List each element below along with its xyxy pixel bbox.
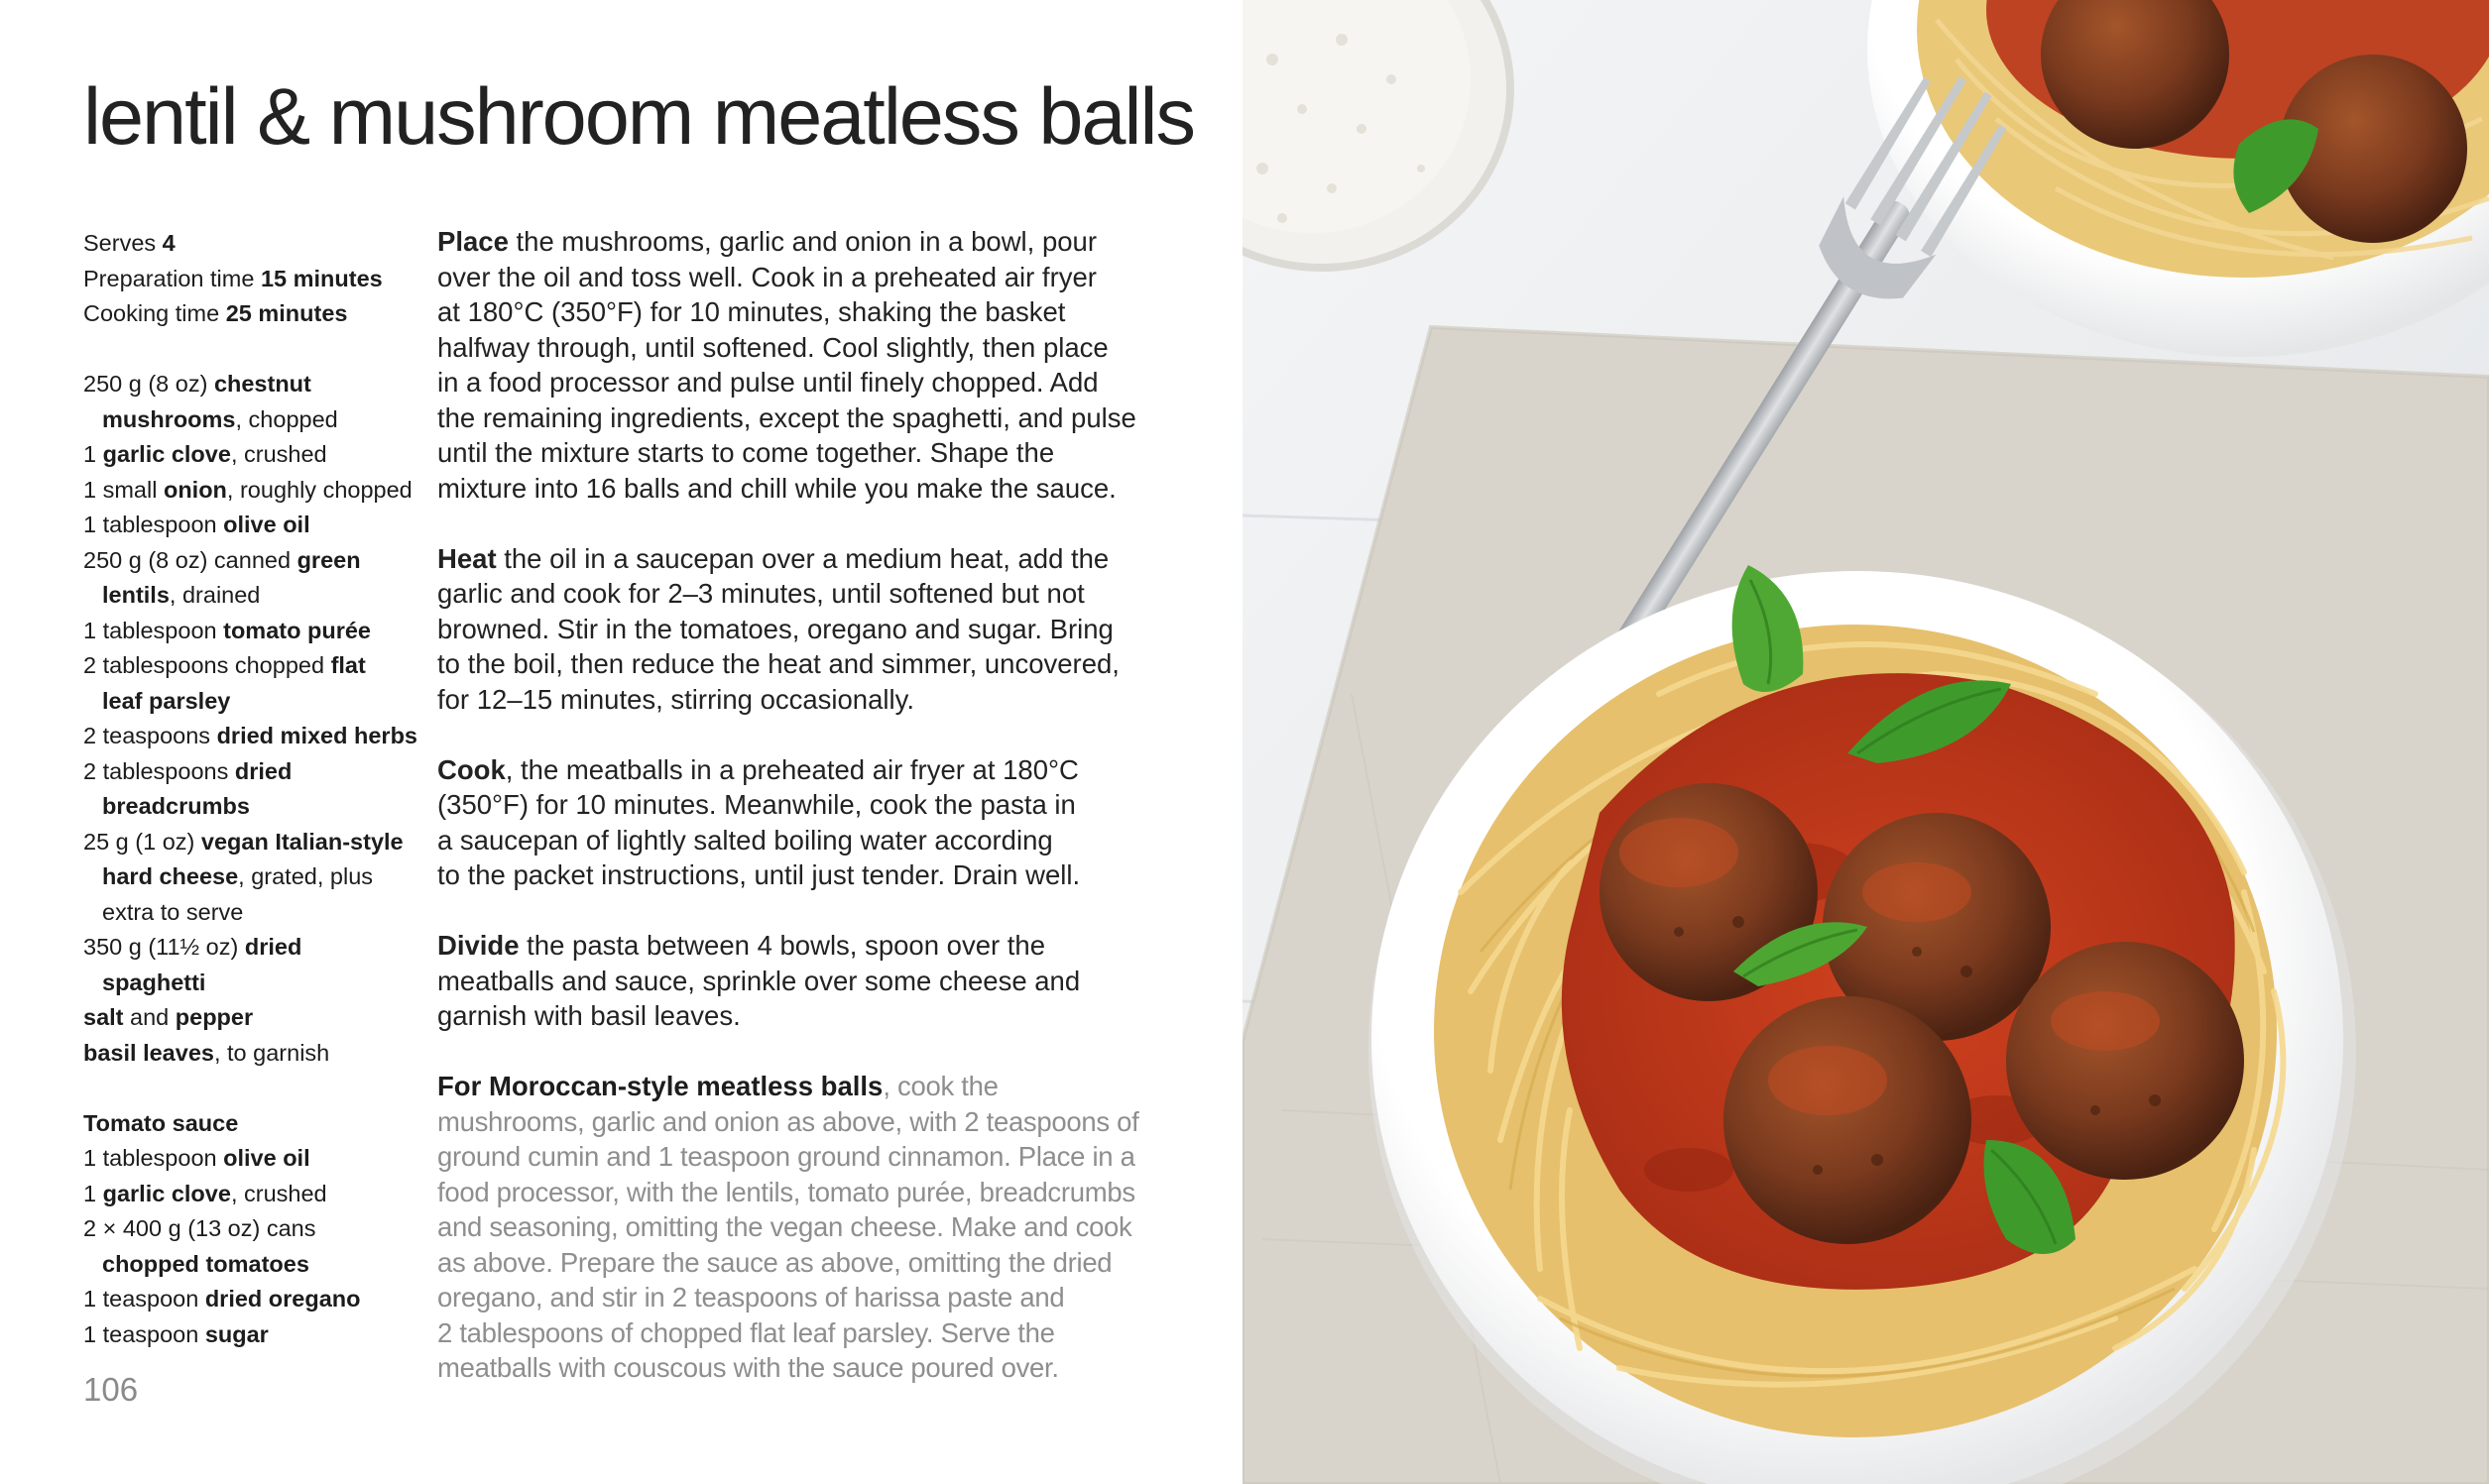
ingredient-line (83, 1247, 420, 1283)
text-run: , grated, plus (238, 863, 374, 889)
text-line (437, 1104, 1139, 1140)
text-line (437, 964, 1122, 999)
ingredient-line (83, 895, 420, 931)
text-run: food processor, with the lentils, tomato purée, breadcrumbs (437, 1176, 1135, 1207)
bold-text: 4 (162, 230, 176, 256)
bold-text: basil leaves (83, 1039, 214, 1066)
text-run: 1 small (83, 476, 164, 503)
ingredient-line (83, 578, 420, 614)
text-line (437, 471, 1122, 507)
text-run: 2 × 400 g (13 oz) cans (83, 1215, 316, 1241)
text-line (437, 857, 1122, 893)
ingredient-line (83, 1317, 420, 1353)
ingredient-line (83, 473, 420, 509)
text-line (437, 752, 1122, 788)
text-line (437, 1315, 1122, 1351)
text-line (437, 1139, 1135, 1175)
ingredient-line (83, 296, 420, 332)
text-run: garlic and cook for 2–3 minutes, until softened but not (437, 578, 1085, 609)
variation-paragraph (437, 1069, 1139, 1386)
ingredient-line (83, 1000, 420, 1036)
text-run: oregano, and stir in 2 teaspoons of harissa paste and (437, 1282, 1065, 1313)
text-run: 2 teaspoons (83, 723, 217, 748)
text-run: 1 teaspoon (83, 1320, 205, 1347)
ingredient-line (83, 930, 420, 966)
text-run: a saucepan of lightly salted boiling water according (437, 824, 1053, 856)
text-run: 2 tablespoons chopped (83, 652, 331, 678)
bold-text: garlic clove (102, 1180, 231, 1206)
text-run: 1 teaspoon (83, 1286, 205, 1312)
ingredient-line (83, 1036, 420, 1072)
text-run: the pasta between 4 bowls, spoon over the (519, 930, 1046, 961)
ingredient-line (83, 262, 420, 297)
ingredient-line (83, 226, 420, 262)
bold-text: dried oregano (204, 1286, 361, 1312)
text-run: over the oil and toss well. Cook in a preheated air fryer (437, 261, 1097, 292)
bold-text: Tomato sauce (83, 1109, 239, 1136)
text-run: Preparation time (83, 265, 261, 291)
ingredient-line (83, 508, 420, 543)
bold-text: Heat (437, 542, 497, 574)
ingredient-line (83, 825, 420, 860)
text-line (437, 435, 1122, 471)
text-run: and seasoning, omitting the vegan cheese. Make and cook (437, 1211, 1132, 1242)
text-line (437, 787, 1122, 823)
ingredient-line (83, 402, 420, 438)
text-run: , cook the (883, 1071, 999, 1101)
method-step (437, 224, 1136, 506)
bold-text: garlic clove (102, 441, 231, 467)
bold-text: olive oil (223, 1145, 310, 1171)
text-run: , drained (169, 582, 261, 608)
ingredient-line (83, 684, 420, 720)
bold-text: vegan Italian-style (200, 828, 404, 855)
text-line (437, 646, 1122, 682)
text-run: (350°F) for 10 minutes. Meanwhile, cook the pasta in (437, 789, 1076, 820)
ingredient-line (83, 1177, 420, 1212)
text-line (437, 823, 1122, 858)
text-run: mixture into 16 balls and chill while you make the sauce. (437, 472, 1117, 504)
text-run: , to garnish (213, 1039, 330, 1066)
ingredients-list (83, 226, 420, 1352)
bold-text: tomato purée (223, 617, 371, 643)
text-line (437, 330, 1122, 366)
spacer (83, 332, 420, 368)
bold-text: chopped tomatoes (102, 1250, 309, 1277)
text-run: extra to serve (102, 898, 244, 925)
ingredient-line (83, 367, 420, 402)
text-line (437, 541, 1122, 577)
bold-text: Place (437, 226, 509, 257)
bold-text: mushrooms (102, 405, 236, 432)
ingredient-line (83, 648, 420, 684)
spacer (83, 1071, 420, 1106)
text-run: and (123, 1004, 176, 1030)
bold-text: hard cheese (102, 863, 239, 889)
method-step (437, 752, 1122, 893)
text-run: 1 tablespoon (83, 1145, 224, 1171)
bold-text: breadcrumbs (102, 793, 250, 819)
method-step (437, 928, 1122, 1034)
text-run: browned. Stir in the tomatoes, oregano and sugar. Bring (437, 613, 1114, 644)
method-step (437, 541, 1122, 718)
ingredient-line (83, 859, 420, 895)
text-line (437, 1069, 1122, 1104)
text-run: the remaining ingredients, except the spaghetti, and pulse (437, 401, 1136, 433)
text-run: , roughly chopped (226, 476, 413, 503)
text-run: , crushed (230, 441, 327, 467)
bold-text: lentils (102, 582, 170, 608)
text-line (437, 1209, 1132, 1245)
text-run: the oil in a saucepan over a medium heat, add the (496, 542, 1110, 574)
bold-text: onion (163, 476, 227, 503)
text-run: 250 g (8 oz) canned (83, 546, 297, 573)
bold-text: salt (83, 1004, 124, 1030)
text-run: 1 (83, 441, 103, 467)
text-line (437, 928, 1122, 964)
text-run: the mushrooms, garlic and onion in a bowl, pour (508, 226, 1097, 257)
text-run: , crushed (230, 1180, 327, 1206)
text-line (437, 400, 1136, 436)
method-text (437, 224, 1139, 1421)
text-line (437, 224, 1122, 260)
text-run: garnish with basil leaves. (437, 1000, 741, 1031)
text-line (437, 612, 1122, 647)
ingredient-line (83, 719, 420, 754)
ingredient-line (83, 1282, 420, 1317)
text-line (437, 294, 1122, 330)
text-line (437, 1350, 1122, 1386)
bold-text: green (296, 546, 361, 573)
ingredient-line (83, 1211, 420, 1247)
ingredient-line (83, 966, 420, 1001)
text-run: Cooking time (83, 300, 226, 326)
text-run: 2 tablespoons of chopped flat leaf parsley. Serve the (437, 1316, 1055, 1348)
bold-text: pepper (175, 1004, 254, 1030)
text-run: meatballs with couscous with the sauce poured over. (437, 1352, 1059, 1383)
text-line (437, 365, 1122, 400)
section-heading (83, 1106, 420, 1142)
recipe-title: lentil & mushroom meatless balls (83, 72, 1194, 162)
text-line (437, 1245, 1122, 1281)
bold-text: dried (244, 934, 302, 960)
ingredient-line (83, 754, 420, 790)
text-run: mushrooms, garlic and onion as above, with 2 teaspoons of (437, 1105, 1139, 1137)
text-line (437, 998, 1122, 1034)
bold-text: flat (330, 652, 366, 678)
text-run: to the packet instructions, until just tender. Drain well. (437, 859, 1081, 890)
text-run: at 180°C (350°F) for 10 minutes, shaking the basket (437, 296, 1066, 327)
text-line (437, 1280, 1122, 1315)
bold-text: dried mixed herbs (216, 723, 418, 748)
bold-text: For Moroccan-style meatless balls (437, 1071, 884, 1101)
bold-text: olive oil (223, 512, 310, 537)
text-line (437, 576, 1122, 612)
text-run: halfway through, until softened. Cool slightly, then place (437, 331, 1109, 363)
bold-text: chestnut (213, 371, 311, 397)
food-photo (1243, 0, 2489, 1484)
text-line (437, 682, 1122, 718)
text-run: until the mixture starts to come together. Shape the (437, 437, 1055, 468)
text-run: to the boil, then reduce the heat and simmer, uncovered, (437, 648, 1120, 679)
ingredient-line (83, 614, 420, 649)
bold-text: 25 minutes (225, 300, 348, 326)
bold-text: leaf parsley (102, 687, 231, 714)
text-run: Serves (83, 230, 163, 256)
text-run: 2 tablespoons (83, 757, 235, 784)
bold-text: dried (234, 757, 293, 784)
text-run: 25 g (1 oz) (83, 828, 201, 855)
bold-text: spaghetti (102, 969, 206, 995)
ingredient-line (83, 789, 420, 825)
text-run: in a food processor and pulse until finely chopped. Add (437, 367, 1099, 398)
bold-text: 15 minutes (260, 265, 383, 291)
text-run: ground cumin and 1 teaspoon ground cinnamon. Place in a (437, 1141, 1135, 1172)
bold-text: sugar (204, 1320, 269, 1347)
ingredient-line (83, 543, 420, 579)
page-number: 106 (83, 1371, 139, 1408)
text-line (437, 1175, 1135, 1210)
text-run: , chopped (235, 405, 338, 432)
text-run: as above. Prepare the sauce as above, omitting the dried (437, 1246, 1113, 1278)
text-run: meatballs and sauce, sprinkle over some cheese and (437, 965, 1081, 996)
ingredient-line (83, 1141, 420, 1177)
text-run: for 12–15 minutes, stirring occasionally. (437, 683, 914, 715)
text-run: 1 (83, 1180, 103, 1206)
text-run: 250 g (8 oz) (83, 371, 214, 397)
text-run: 1 tablespoon (83, 617, 224, 643)
text-line (437, 260, 1122, 295)
text-run: , the meatballs in a preheated air fryer at 180°C (505, 753, 1079, 785)
text-run: 1 tablespoon (83, 512, 224, 537)
ingredient-line (83, 437, 420, 473)
text-run: 350 g (11½ oz) (83, 934, 245, 960)
bold-text: Divide (437, 930, 520, 961)
recipe-page (0, 0, 1243, 1484)
bold-text: Cook (437, 753, 506, 785)
